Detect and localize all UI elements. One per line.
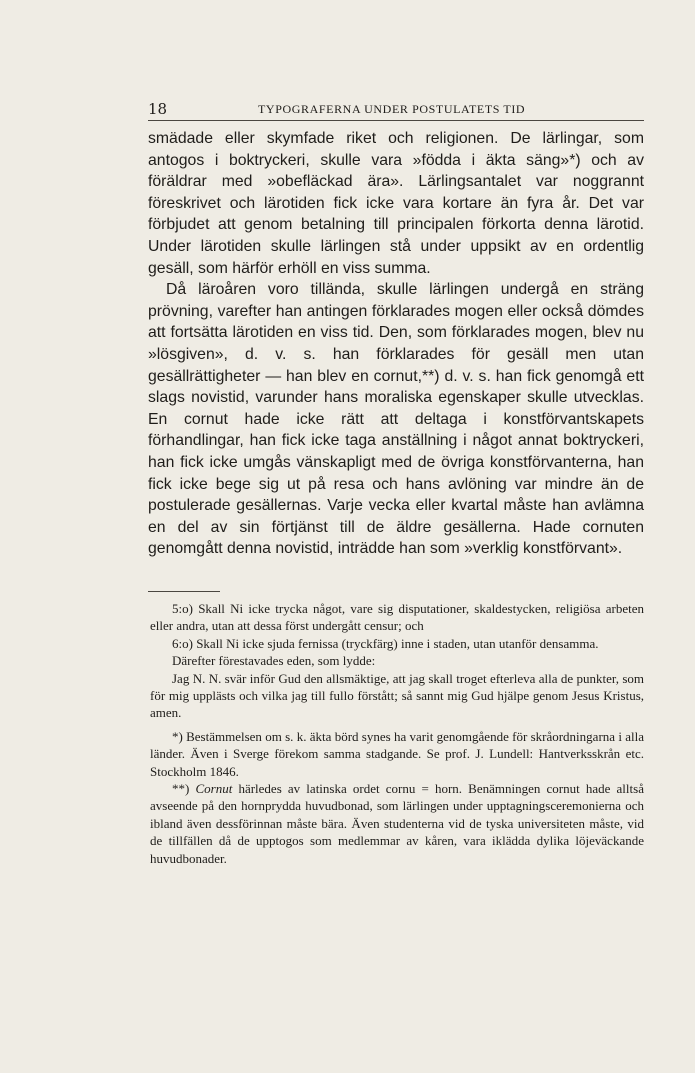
- paragraph: smädade eller skymfade riket och religionen. De lärlingar, som antogos i boktryckeri, skulle vara »födda i äkta säng»*) och av föräldrar med »obefläckad ära». Lärlingsantalet var noggrannt föreskrivet och lärotiden fick icke vara kortare än fyra år. Det var förbjudet att genom betalning till principalen förkorta denna lärotid. Under lärotiden skulle lärlingen stå under uppsikt av en ordentlig gesäll, som härför erhöll en viss summa.: [148, 130, 644, 277]
- section-divider: [148, 591, 220, 592]
- small-print-notes: [150, 600, 644, 867]
- paragraph: Då läroåren voro tillända, skulle lärlingen undergå en sträng prövning, varefter han antingen förklarades mogen eller också dömdes att fortsätta lärotiden en viss tid. Den, som förklarades mogen, blev nu »lösgiven», d. v. s. han förklarades för gesäll men utan gesällrättigheter — han blev en cornut,**) d. v. s. han fick genomgå ett slags novistid, varunder hans moraliska egenskaper skulle utvecklas. En cornut hade icke rätt att deltaga i konstförvantskapets förhandlingar, han fick icke taga anställning i något annat boktryckeri, han fick icke umgås vänskapligt med de övriga konstförvanterna, han fick icke bege sig ut på resa och hans avlöning var mindre än de postulerade gesällernas. Varje vecka eller kvartal måste han avlämna en del av sin förtjänst till de äldre gesällerna. Hade cornuten genomgått denna novistid, inträdde han som »verklig konstförvant».: [148, 281, 644, 558]
- running-title: TYPOGRAFERNA UNDER POSTULATETS TID: [258, 102, 526, 116]
- oath-intro: Därefter förestavades eden, som lydde:: [172, 653, 376, 669]
- footnote-text: härledes av latinska ordet cornu = horn. Benämningen cornut hade alltså avseende på den hornprydda huvudbonad, som lärlingen under upptagningsceremonierna och ibland även dessförinnan måste bära. Även studenterna vid de tyska universiteten måste, vid de tillfällen då de upptogos som medlemmar av kåren, vara iklädda dylika löjeväckande huvudbonader.: [150, 781, 644, 866]
- footnote: [150, 780, 644, 867]
- page-number: 18: [148, 100, 168, 118]
- footnote: *) Bestämmelsen om s. k. äkta börd synes ha varit genomgående för skråordningarna i alla länder. Även i Sverge förekom samma stadgande. Se prof. J. Lundell: Hantverksskrån etc. Stockholm 1846.: [150, 728, 644, 779]
- rule-item: 5:o) Skall Ni icke trycka något, vare sig disputationer, skaldestycken, religiösa arbeten eller andra, utan att dessa först undergått censur; och: [150, 601, 644, 634]
- footnote-marker: **): [172, 781, 196, 797]
- main-text: [148, 128, 644, 560]
- rule-item: 6:o) Skall Ni icke sjuda fernissa (tryckfärg) inne i staden, utan utanför densamma.: [172, 635, 599, 651]
- oath-text: Jag N. N. svär inför Gud den allsmäktige, att jag skall troget efterleva alla de punkter, som för mig upplästs och vilka jag till fullo förstått; så sannt mig Gud hjälpe genom Jesus Kristus, amen.: [150, 670, 644, 721]
- footnote-term: Cornut: [195, 781, 233, 797]
- page-header: [148, 98, 644, 121]
